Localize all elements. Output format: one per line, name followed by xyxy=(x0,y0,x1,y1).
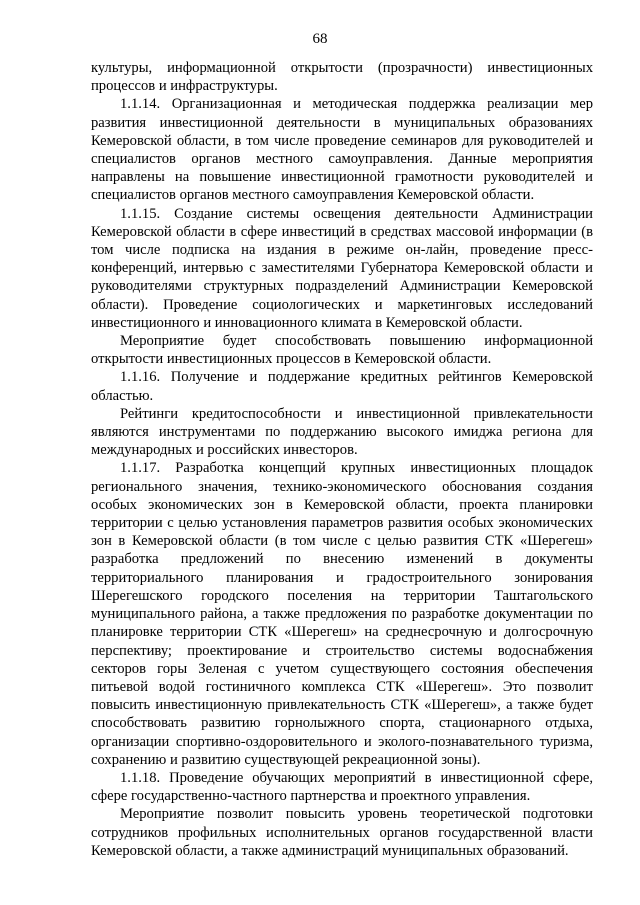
paragraph-1-1-15-note: Мероприятие будет способствовать повышению информационной открытости инвестиционных процессов в Кемеровской области. xyxy=(91,333,593,368)
paragraph-1-1-14: 1.1.14. Организационная и методическая поддержка реализации мер развития инвестиционной деятельности в муниципальных образованиях Кемеровской области, в том числе проведение семинаров для руководителей и специалистов органов местного самоуправления. Данные мероприятия направлены на повышение инвестиционной грамотности руководителей и специалистов органов местного самоуправления Кемеровской области. xyxy=(91,96,593,204)
paragraph-continuation: культуры, информационной открытости (прозрачности) инвестиционных процессов и инфраструктуры. xyxy=(91,60,593,95)
paragraph-1-1-15: 1.1.15. Создание системы освещения деятельности Администрации Кемеровской области в сфере инвестиций в средствах массовой информации (в том числе подписка на издания в режиме он-лайн, проведение пресс-конференций, интервью с заместителями Губернатора Кемеровской области и руководителями структурных подразделений Администрации Кемеровской области). Проведение социологических и маркетинговых исследований инвестиционного и инновационного климата в Кемеровской области. xyxy=(91,205,593,331)
paragraph-1-1-18: 1.1.18. Проведение обучающих мероприятий в инвестиционной сфере, сфере государственно-частного партнерства и проектного управления. xyxy=(91,769,593,805)
paragraph-1-1-18-note: Мероприятие позволит повысить уровень теоретической подготовки сотрудников профильных исполнительных органов государственной власти Кемеровской области, а также администраций муниципальных образований. xyxy=(91,806,593,859)
page-number: 68 xyxy=(312,31,328,47)
document-body xyxy=(91,59,593,860)
paragraph-1-1-16-note: Рейтинги кредитоспособности и инвестиционной привлекательности являются инструментами по поддержанию высокого имиджа региона для международных и российских инвесторов. xyxy=(91,405,593,459)
paragraph-1-1-17: 1.1.17. Разработка концепций крупных инвестиционных площадок регионального значения, технико-экономического обоснования создания особых экономических зон в Кемеровской области, проекта планировки территории с целью установления параметров развития особых экономических зон в Кемеровской области (в том числе с целью развития СТК «Шерегеш» разработка предложений по внесению изменений в документы территориального планирования и градостроительного зонирования Шерегешского городского поселения на территории Таштагольского муниципального района, а также предложения по разработке документации по планировке территории СТК «Шерегеш» на среднесрочную и долгосрочную перспективу; проектирование и строительство системы водоснабжения секторов горы Зеленая с учетом существующего состояния обеспечения питьевой водой гостиничного комплекса СТК «Шерегеш». Это позволит повысить инвестиционную привлекательность СТК «Шерегеш», а также будет способствовать развитию горнолыжного спорта, стационарного отдыха, организации спортивно-оздоровительного и эколого-познавательного туризма, сохранению и развитию существующей рекреационной зоны). xyxy=(91,460,593,768)
paragraph-1-1-16: 1.1.16. Получение и поддержание кредитных рейтингов Кемеровской областью. xyxy=(91,369,593,404)
